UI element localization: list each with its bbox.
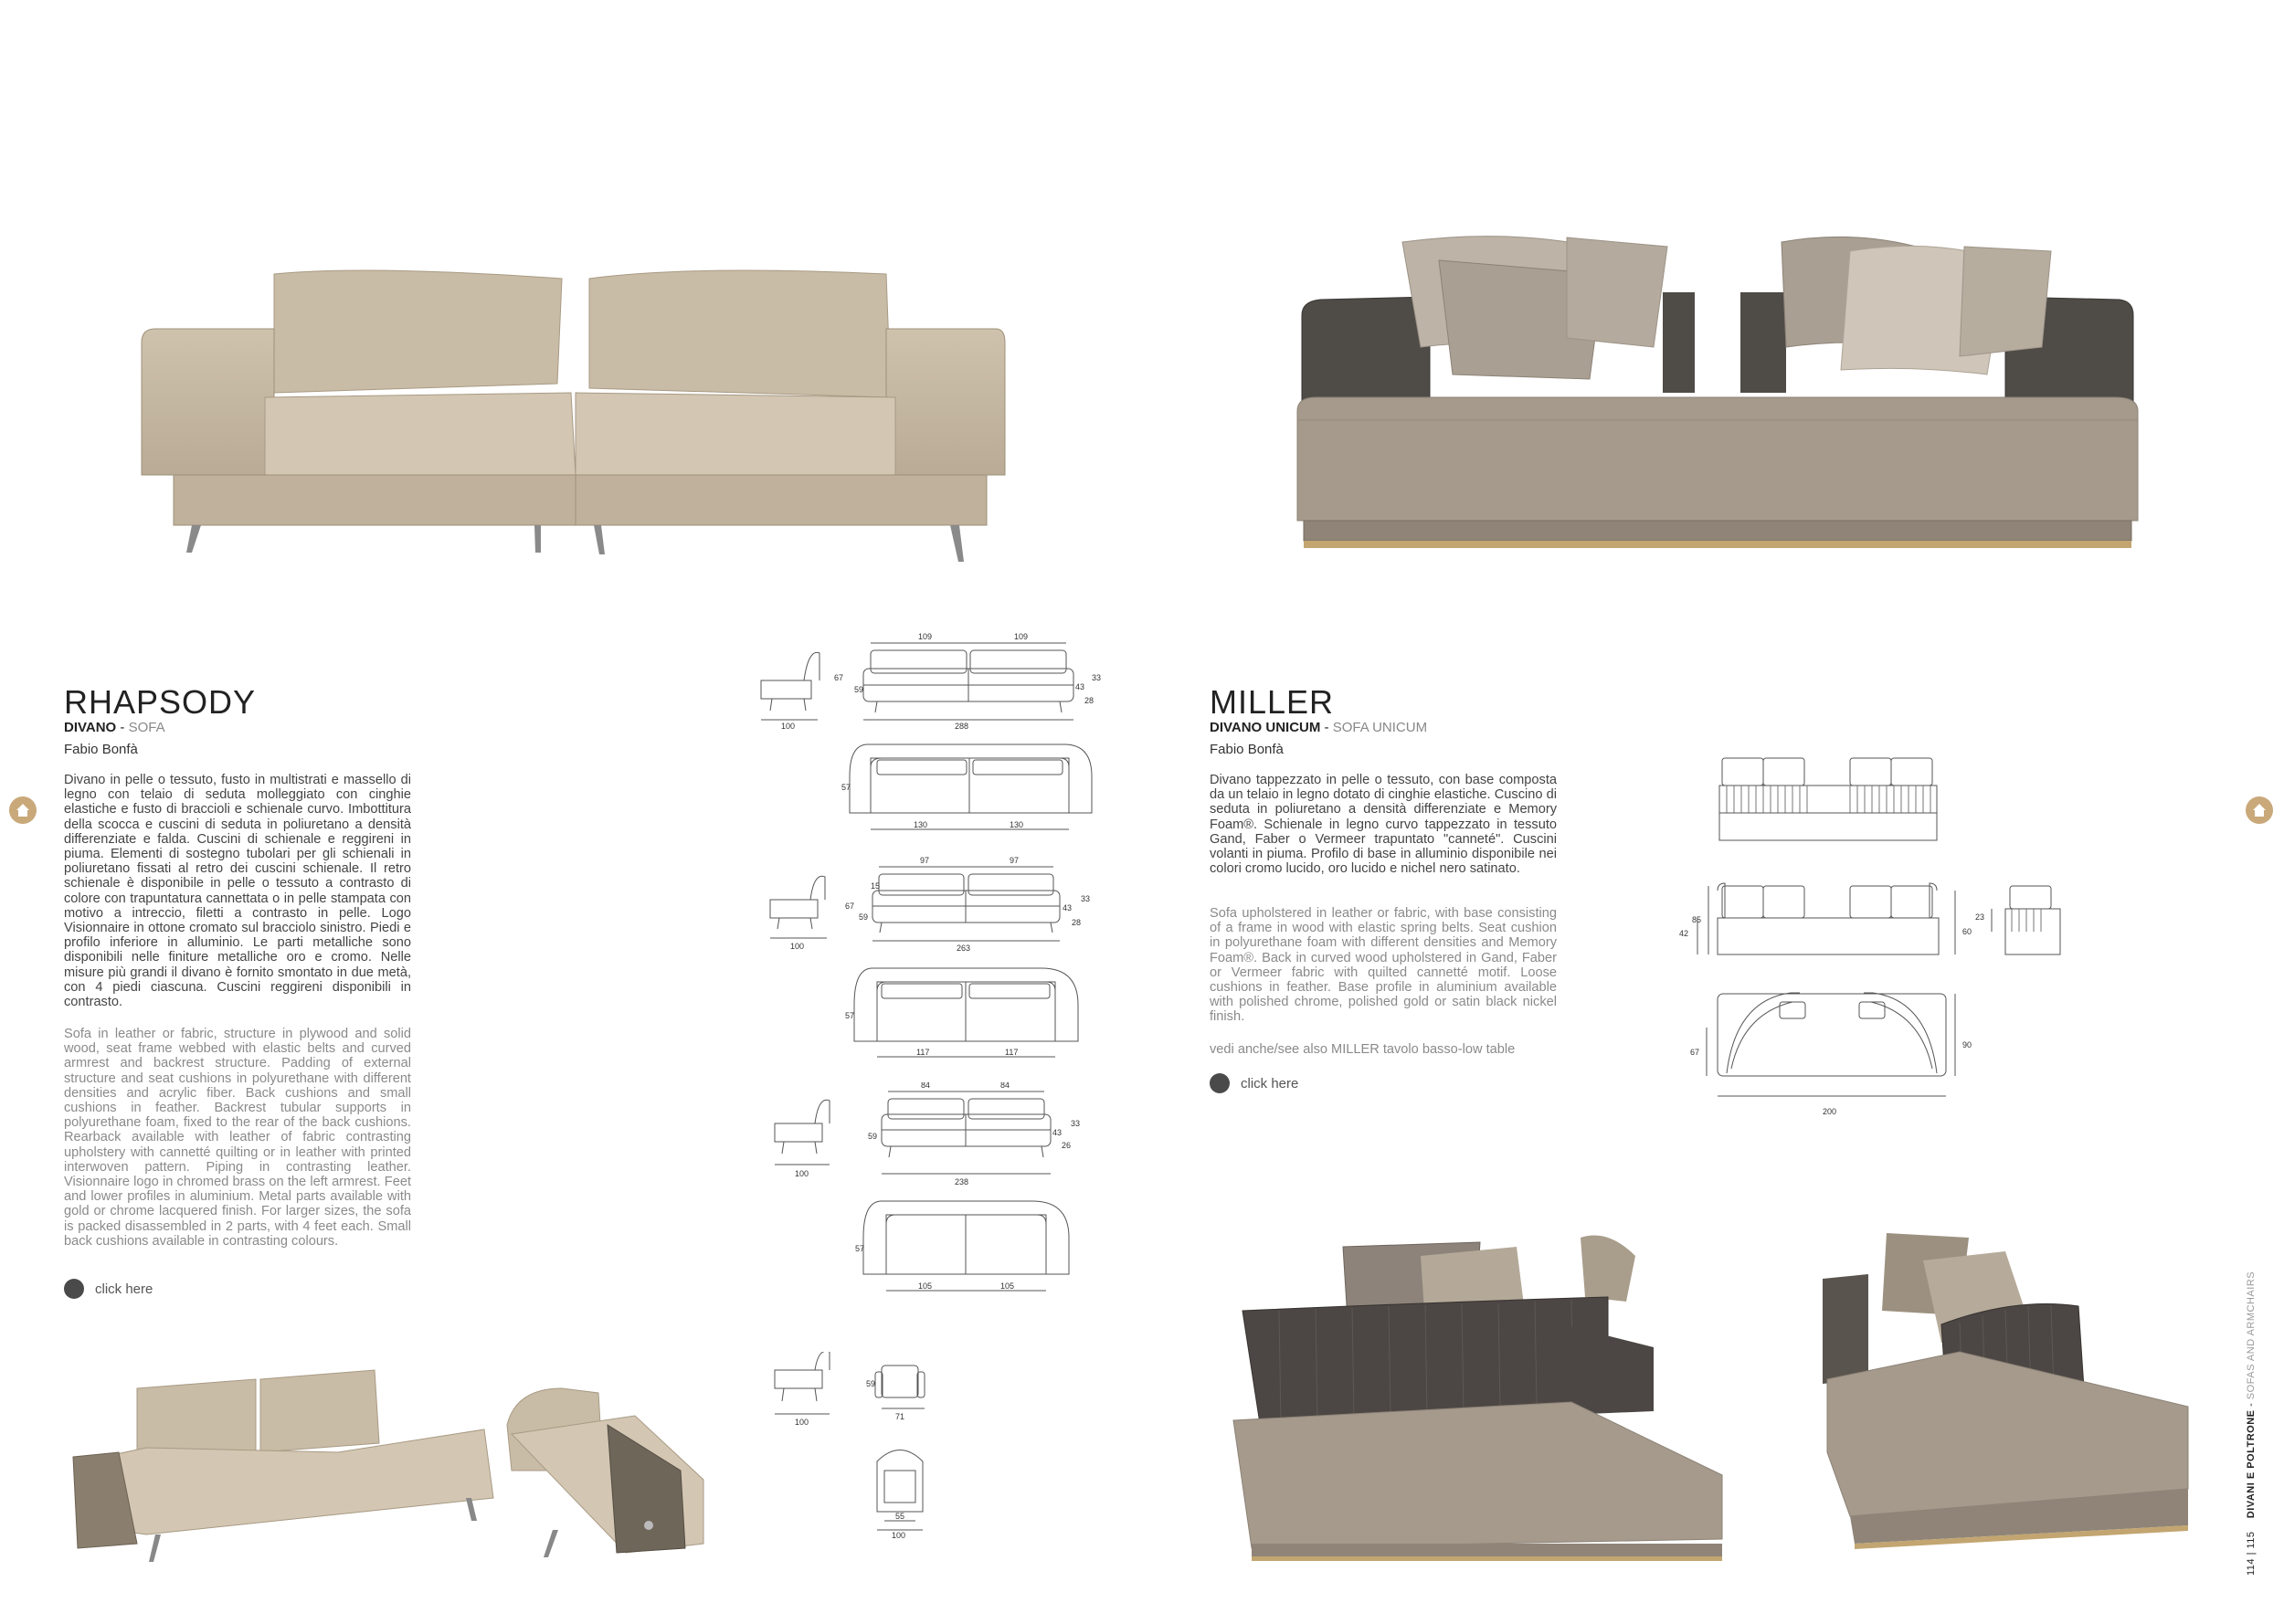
rs2-h0: 15: [871, 881, 881, 891]
rs2-a: 97: [920, 856, 930, 865]
rhapsody-click-label: click here: [95, 1281, 153, 1297]
rs3-b: 84: [1000, 1082, 1010, 1090]
rhapsody-text-it: Divano in pelle o tessuto, fusto in multistrati e massello di legno con telaio di seduta molleggiato con cinghie elastiche e fusto di braccioli e schienale curvo. Imbottitura della scocca e cuscini di seduta in poliuretano a densità differenziate e falda. Cuscini di schienale e reggireni in piuma. Elementi di sostegno tubolari per gli schienali in poliuretano fissati al retro dei cuscini schienale. Il retro schienale è disponibile in pelle o tessuto a contrasto di colore con trapuntatura cannettata o in pelle stampata con motivo a intreccio, filetti a contrasto in pelle. Logo Visionnaire in ottone cromato sul bracciolo sinistro. Piedi e profilo inferiore in alluminio. Le parti metalliche sono disponibili nelle finiture metalliche oro e cromo. Nelle misure più grandi il divano è fornito smontato in due metà, con 4 piedi ciascuna. Cuscini reggireni disponibili in contrasto.: [64, 773, 411, 1010]
rs1-dep: 57: [841, 783, 851, 792]
home-button-right[interactable]: [2246, 796, 2273, 824]
rs4-c: 55: [895, 1512, 905, 1521]
rs3-d: 100: [795, 1169, 809, 1178]
rs3-r1: 43: [1052, 1128, 1063, 1137]
miller-see-also[interactable]: vedi anche/see also MILLER tavolo basso-low table: [1210, 1042, 1516, 1057]
rs3-h1: 59: [868, 1132, 878, 1141]
miller-drawing: [1672, 754, 2129, 1123]
rs1-h2: 59: [854, 685, 864, 694]
miller-back-photo: [1224, 1219, 1736, 1571]
rhapsody-drawing-1: [754, 630, 1101, 849]
rs1-d: 100: [781, 722, 796, 731]
miller-text-it: Divano tappezzato in pelle o tessuto, con base composta da un telaio in legno dotato di cinghie elastiche. Cuscino di seduta in poliuretano a densità differenziate e Memory Foam®. Schienale in legno curvo tappezzato in tessuto Gand, Faber o Vermeer trapuntato "canneté". Cuscini volanti in piuma. Profilo di base in alluminio disponibile nei colori cromo lucido, oro lucido e nichel nero satinato.: [1210, 773, 1557, 877]
bullet-icon: [1210, 1073, 1230, 1093]
rs3-dep: 57: [855, 1244, 865, 1253]
rs3-w: 238: [955, 1177, 969, 1186]
rhapsody-drawing-2: [754, 854, 1101, 1073]
rhapsody-title: RHAPSODY: [64, 683, 257, 721]
md-w: 200: [1823, 1107, 1837, 1116]
rs3-r2: 26: [1062, 1141, 1072, 1150]
miller-click-label: click here: [1241, 1075, 1299, 1091]
miller-subtitle: [1210, 720, 1427, 735]
miller-type-en: SOFA UNICUM: [1332, 720, 1428, 735]
rs3-a: 84: [921, 1082, 931, 1090]
rhapsody-text-en: Sofa in leather or fabric, structure in plywood and solid wood, seat frame webbed with elastic belts and curved armrest and backrest structure. Padding of external structure and seat cushions in polyurethane with different densities and acrylic fiber. Back cushions and small cushions in feather. Backrest tubular supports in polyurethane foam, fixed to the rear of the back cushions. Rearback available with leather of fabric contrasting upholstery with cannetté quilting or in leather with printed interwoven pattern. Piping in contrasting leather. Visionnaire logo in chromed brass on the left armrest. Feet and lower profiles in aluminium. Metal parts available with gold or chrome lacquered finish. For larger sizes, the sofa is packed disassembled in 2 parts, with 4 feet each. Small back cushions available in contrasting colours.: [64, 1027, 411, 1249]
rhapsody-side-photo: [498, 1370, 708, 1571]
miller-hero-photo: [1293, 219, 2142, 571]
rs2-d: 100: [790, 942, 805, 951]
rhapsody-sep: -: [116, 720, 129, 735]
rs2-h2: 59: [859, 912, 869, 922]
section-sep: -: [2246, 1399, 2257, 1410]
home-icon: [15, 802, 31, 818]
page-footer: [2246, 1271, 2257, 1576]
miller-designer: Fabio Bonfà: [1210, 742, 1284, 757]
miller-angle-photo: [1813, 1224, 2197, 1566]
rs2-h1: 67: [845, 902, 855, 911]
rs1-w: 288: [955, 722, 969, 731]
bullet-icon: [64, 1279, 84, 1299]
rhapsody-type-en: SOFA: [128, 720, 165, 735]
rs2-dep: 57: [845, 1011, 855, 1020]
rs4-h1: 59: [866, 1379, 876, 1388]
rs1-c1: 130: [914, 820, 928, 829]
rhapsody-hero-photo: [128, 260, 1014, 571]
rs2-b: 97: [1010, 856, 1020, 865]
md-h3: 60: [1962, 927, 1972, 936]
page-numbers: 114 | 115: [2246, 1531, 2257, 1576]
md-h2: 42: [1679, 929, 1689, 938]
miller-sep: -: [1320, 720, 1333, 735]
home-button-left[interactable]: [9, 796, 37, 824]
rhapsody-angle-photo: [64, 1352, 502, 1571]
rs1-h1: 67: [834, 673, 844, 682]
rhapsody-designer: Fabio Bonfà: [64, 742, 138, 757]
md-h4: 23: [1975, 912, 1985, 922]
rs2-c2: 117: [1005, 1048, 1019, 1057]
miller-title: MILLER: [1210, 683, 1335, 721]
rs4-d: 100: [795, 1418, 809, 1427]
rs1-c2: 130: [1010, 820, 1024, 829]
rs1-r3: 33: [1092, 673, 1101, 682]
rs4-w: 71: [895, 1412, 905, 1421]
miller-type-it: DIVANO UNICUM: [1210, 720, 1321, 735]
rs1-b: 109: [1014, 632, 1029, 641]
md-h1: 85: [1692, 915, 1702, 924]
home-icon: [2251, 802, 2268, 818]
section-title-en: SOFAS AND ARMCHAIRS: [2246, 1271, 2257, 1400]
rs1-a: 109: [918, 632, 933, 641]
miller-click-here[interactable]: [1210, 1073, 1298, 1093]
rs2-r1: 43: [1063, 903, 1073, 912]
rs2-c1: 117: [916, 1048, 930, 1057]
md-dep1: 67: [1690, 1048, 1700, 1057]
section-title-it: DIVANI E POLTRONE: [2246, 1409, 2257, 1519]
rs3-r3: 33: [1071, 1119, 1081, 1128]
rs4-dw: 100: [892, 1531, 906, 1539]
rhapsody-drawing-3: [767, 1082, 1096, 1302]
rs2-w: 263: [957, 944, 971, 953]
rs2-r2: 28: [1072, 918, 1082, 927]
rs3-c1: 105: [918, 1281, 933, 1291]
rhapsody-drawing-4: [767, 1352, 987, 1539]
miller-text-en: Sofa upholstered in leather or fabric, with base consisting of a frame in wood with elastic spring belts. Seat cushion in polyurethane foam with different densities and Memory Foam®. Back in curved wood upholstered in Gand, Faber or Vermeer fabric with quilted cannetté motif. Loose cushions in feather. Base profile in aluminium available with polished chrome, polished gold or satin black nickel finish.: [1210, 906, 1557, 1025]
rhapsody-subtitle: [64, 720, 165, 735]
rhapsody-type-it: DIVANO: [64, 720, 117, 735]
rs1-r1: 43: [1075, 682, 1085, 691]
rhapsody-click-here[interactable]: [64, 1279, 153, 1299]
md-dep2: 90: [1962, 1040, 1972, 1049]
rs1-r2: 28: [1084, 696, 1094, 705]
rs2-r3: 33: [1081, 894, 1091, 903]
rs3-c2: 105: [1000, 1281, 1015, 1291]
